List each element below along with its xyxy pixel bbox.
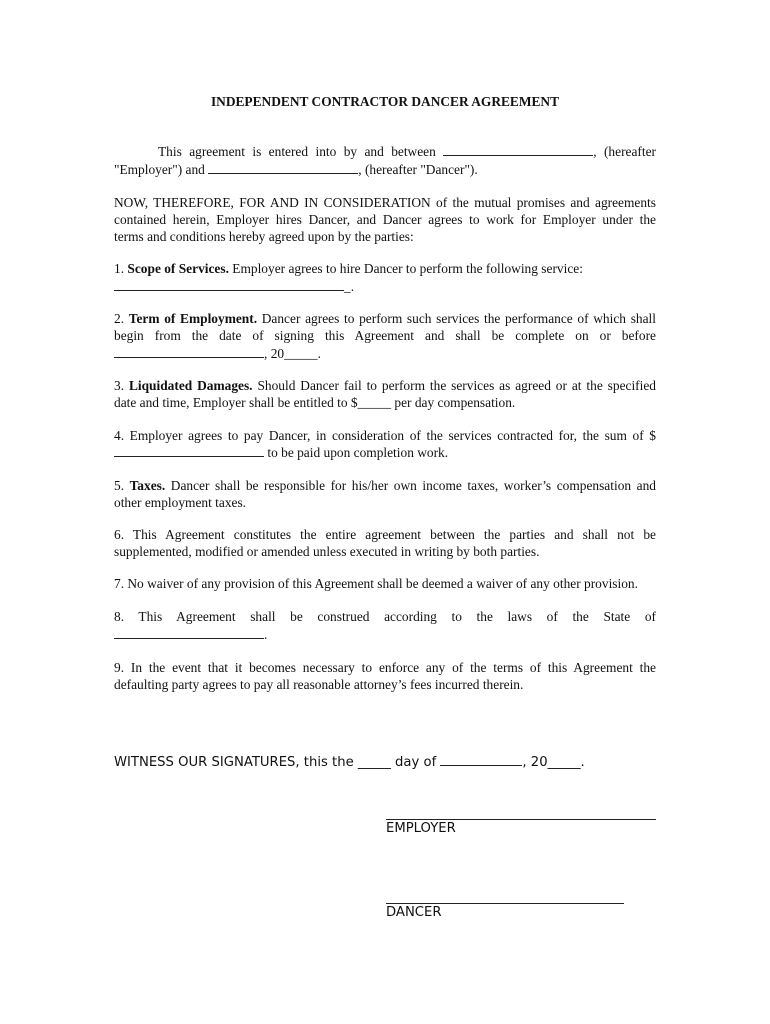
section-2-number: 2. [114,311,125,326]
witness-text-a: WITNESS OUR SIGNATURES, this the _____ day of [114,755,437,770]
section-8-text-2: . [264,627,268,642]
section-5-number: 5. [114,478,125,493]
dancer-label: DANCER [386,905,442,920]
intro-text-d: , (hereafter "Dancer"). [358,162,478,177]
section-2-text-1: Dancer agrees to perform such services the performance of which shall [261,311,656,326]
intro-line-1 [114,144,656,161]
section-9-line-2: defaulting party agrees to pay all reasonable attorney’s fees incurred therein. [114,677,524,692]
section-8-line-1: 8. This Agreement shall be construed according to the laws of the State of [114,609,656,624]
employer-label: EMPLOYER [386,821,456,836]
section-1-line-1 [114,261,656,278]
section-6-line-2: supplemented, modified or amended unless executed in writing by both parties. [114,544,540,559]
intro-line-2 [114,162,656,179]
section-7-line-1: 7. No waiver of any provision of this Agreement shall be deemed a waiver of any other provision. [114,576,638,591]
section-3-line-1 [114,378,656,395]
section-1-text: Employer agrees to hire Dancer to perform the following service: [232,261,583,276]
section-4-line-1: 4. Employer agrees to pay Dancer, in consideration of the services contracted for, the sum of $ [114,428,656,443]
completion-date-blank[interactable] [114,346,264,358]
dancer-name-blank[interactable] [208,162,358,174]
section-3-number: 3. [114,378,125,393]
section-2-line-1 [114,311,656,328]
section-4-line-2 [114,445,656,462]
document-title: INDEPENDENT CONTRACTOR DANCER AGREEMENT [210,94,560,109]
section-5-text-1: Dancer shall be responsible for his/her own income taxes, worker’s compensation and [170,478,656,493]
section-4-text-2: to be paid upon completion work. [267,445,449,460]
section-2-text-3: , 20_____. [264,346,321,361]
witness-month-blank[interactable] [440,754,522,766]
section-2-line-2: begin from the date of signing this Agreement and shall be complete on or before [114,328,656,343]
employer-signature-line[interactable] [386,819,656,820]
intro-text-a: This agreement is entered into by and between [158,144,436,159]
intro-text-b: , (hereafter [593,144,657,159]
section-3-text-1: Should Dancer fail to perform the services as agreed or at the specified [257,378,656,393]
section-5-line-2: other employment taxes. [114,495,247,510]
section-8-line-2 [114,627,656,644]
intro-text-c: "Employer") and [114,162,205,177]
now-therefore-line-2: contained herein, Employer hires Dancer, and Dancer agrees to work for Employer under the [114,212,656,227]
section-5-line-1 [114,478,656,495]
dancer-signature-line[interactable] [386,903,624,904]
section-5-heading: Taxes. [129,478,166,493]
section-1-line-2 [114,279,656,296]
section-1-tail: _. [344,279,355,294]
section-2-heading: Term of Employment. [128,311,258,326]
service-blank[interactable] [114,279,344,291]
section-2-line-3 [114,346,656,363]
section-6-line-1: 6. This Agreement constitutes the entire agreement between the parties and shall not be [114,527,656,542]
now-therefore-line-3: terms and conditions hereby agreed upon by the parties: [114,229,414,244]
employer-name-blank[interactable] [443,144,593,156]
section-3-line-2: date and time, Employer shall be entitled to $_____ per day compensation. [114,395,516,410]
state-blank[interactable] [114,627,264,639]
section-1-heading: Scope of Services. [127,261,229,276]
now-therefore-line-1: NOW, THEREFORE, FOR AND IN CONSIDERATION of the mutual promises and agreements [114,195,656,210]
witness-text-b: , 20_____. [522,755,585,770]
section-9-line-1: 9. In the event that it becomes necessary to enforce any of the terms of this Agreement the [114,660,656,675]
witness-line [114,754,714,772]
section-1-number: 1. [114,261,125,276]
section-3-heading: Liquidated Damages. [128,378,253,393]
payment-amount-blank[interactable] [114,445,264,457]
